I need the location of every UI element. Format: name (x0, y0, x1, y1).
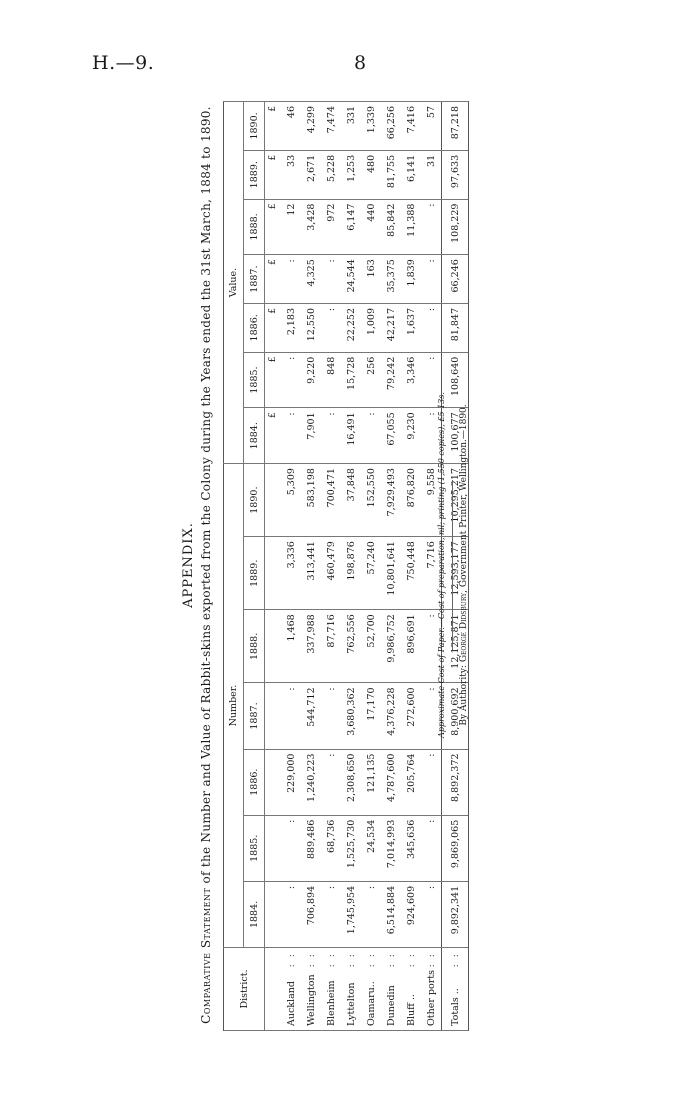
blank-cell (265, 881, 282, 947)
value-cell: 848 (321, 352, 341, 408)
number-cell: 121,135 (361, 749, 381, 815)
value-cell: : (281, 255, 301, 304)
value-cell: : (421, 352, 442, 408)
leader-dots: : : (365, 952, 377, 968)
printer-name: George Didsbury, (459, 590, 469, 663)
page-code: H.—9. (92, 52, 155, 74)
value-cell: 256 (361, 352, 381, 408)
number-cell: : (281, 683, 301, 749)
authority-prefix: By Authority: (459, 665, 469, 726)
number-cell: 272,600 (401, 683, 421, 749)
total-value-cell: 81,847 (442, 303, 469, 352)
blank-cell (265, 464, 282, 537)
number-cell: 3,336 (281, 537, 301, 610)
leader-dots: : : (345, 952, 357, 968)
number-cell: 37,848 (341, 464, 361, 537)
value-cell: : (421, 255, 442, 304)
number-cell: 700,471 (321, 464, 341, 537)
number-cell: 198,876 (341, 537, 361, 610)
value-cell: 4,325 (301, 255, 321, 304)
number-cell: 3,680,362 (341, 683, 361, 749)
number-cell: 896,691 (401, 610, 421, 683)
currency-row (265, 102, 282, 1031)
value-year-header: 1885. (244, 352, 265, 408)
value-cell: 6,141 (401, 150, 421, 199)
number-cell: 7,929,493 (381, 464, 401, 537)
total-number-cell: 8,892,372 (442, 749, 469, 815)
number-cell: 4,376,228 (381, 683, 401, 749)
number-cell: 57,240 (361, 537, 381, 610)
value-header: Value. (224, 102, 244, 464)
total-number-cell: 10,295,217 (442, 464, 469, 537)
table-row (361, 102, 381, 1031)
value-cell: 3,346 (401, 352, 421, 408)
number-year-header: 1888. (244, 610, 265, 683)
district-name: Dunedin (385, 985, 397, 1026)
value-cell: 12,550 (301, 303, 321, 352)
leader-dots: : : (385, 952, 397, 968)
number-cell: 152,550 (361, 464, 381, 537)
number-cell: 1,240,223 (301, 749, 321, 815)
value-cell: 1,637 (401, 303, 421, 352)
total-value-cell: 108,229 (442, 199, 469, 255)
value-cell: : (421, 408, 442, 464)
number-cell: 762,556 (341, 610, 361, 683)
number-cell: 4,787,600 (381, 749, 401, 815)
number-cell: : (421, 749, 442, 815)
district-cell (321, 948, 341, 1031)
value-cell: : (361, 408, 381, 464)
rabbit-skins-table (223, 101, 469, 1031)
value-cell: 1,839 (401, 255, 421, 304)
number-cell: 5,309 (281, 464, 301, 537)
total-number-cell: 12,593,177 (442, 537, 469, 610)
value-cell: 24,544 (341, 255, 361, 304)
total-number-cell: 12,125,871 (442, 610, 469, 683)
value-cell: 22,252 (341, 303, 361, 352)
table-row (301, 102, 321, 1031)
number-cell: 313,441 (301, 537, 321, 610)
appendix-subtitle (199, 85, 213, 1045)
total-value-cell: 87,218 (442, 102, 469, 151)
value-cell: 9,220 (301, 352, 321, 408)
value-year-header: 1889. (244, 150, 265, 199)
number-cell: 10,801,641 (381, 537, 401, 610)
number-cell: : (421, 683, 442, 749)
value-cell: 440 (361, 199, 381, 255)
value-cell: 5,228 (321, 150, 341, 199)
total-value-cell: 108,640 (442, 352, 469, 408)
number-cell: 1,468 (281, 610, 301, 683)
blank-cell (265, 537, 282, 610)
number-cell: 345,636 (401, 815, 421, 881)
number-cell: 7,014,993 (381, 815, 401, 881)
totals-label: Totals .. (449, 988, 461, 1026)
value-year-header: 1884. (244, 408, 265, 464)
currency-cell: £ (265, 199, 282, 255)
number-cell: : (281, 881, 301, 947)
number-cell: 1,745,954 (341, 881, 361, 947)
number-cell: 2,308,650 (341, 749, 361, 815)
leader-dots: : : (305, 952, 317, 968)
district-cell (401, 948, 421, 1031)
table-row (401, 102, 421, 1031)
value-year-header: 1888. (244, 199, 265, 255)
value-cell: 81,755 (381, 150, 401, 199)
value-cell: 35,375 (381, 255, 401, 304)
value-cell: 1,339 (361, 102, 381, 151)
value-cell: : (421, 303, 442, 352)
number-cell: 750,448 (401, 537, 421, 610)
number-cell: 9,558 (421, 464, 442, 537)
currency-cell: £ (265, 102, 282, 151)
blank-cell (265, 749, 282, 815)
total-number-cell: 9,892,341 (442, 881, 469, 947)
currency-cell: £ (265, 408, 282, 464)
value-cell: 7,901 (301, 408, 321, 464)
district-cell (301, 948, 321, 1031)
district-name: Other ports (425, 970, 437, 1026)
currency-cell: £ (265, 150, 282, 199)
value-cell: 31 (421, 150, 442, 199)
currency-cell: £ (265, 303, 282, 352)
subtitle-smallcaps: Comparative Statement (199, 887, 213, 1024)
leader-dots: : : (285, 952, 297, 968)
value-cell: 79,242 (381, 352, 401, 408)
value-cell: 331 (341, 102, 361, 151)
currency-cell: £ (265, 255, 282, 304)
number-cell: 7,716 (421, 537, 442, 610)
number-cell: 876,820 (401, 464, 421, 537)
value-cell: 85,842 (381, 199, 401, 255)
district-cell (341, 948, 361, 1031)
blank-cell (265, 683, 282, 749)
table-row (321, 102, 341, 1031)
value-cell: 3,428 (301, 199, 321, 255)
value-cell: 163 (361, 255, 381, 304)
district-name: Wellington (305, 974, 317, 1026)
value-cell: 12 (281, 199, 301, 255)
value-cell: : (321, 408, 341, 464)
value-cell: 480 (361, 150, 381, 199)
value-cell: 2,671 (301, 150, 321, 199)
value-cell: 9,230 (401, 408, 421, 464)
district-header: District. (224, 948, 265, 1031)
number-cell: : (421, 881, 442, 947)
value-cell: 15,728 (341, 352, 361, 408)
value-cell: : (321, 303, 341, 352)
number-cell: 706,894 (301, 881, 321, 947)
number-cell: 337,988 (301, 610, 321, 683)
cost-footnote: Approximate Cost of Paper.—Cost of preparation, nil; printing (1,550 copies), £5 13s. (437, 392, 446, 738)
value-cell: 6,147 (341, 199, 361, 255)
value-cell: : (321, 255, 341, 304)
number-year-header: 1890. (244, 464, 265, 537)
number-cell: 460,479 (321, 537, 341, 610)
value-cell: : (421, 199, 442, 255)
district-cell (361, 948, 381, 1031)
value-cell: 1,253 (341, 150, 361, 199)
leader-dots: : : (449, 952, 461, 968)
value-cell: 42,217 (381, 303, 401, 352)
number-cell: 68,736 (321, 815, 341, 881)
page-number: 8 (354, 52, 367, 74)
number-cell: 87,716 (321, 610, 341, 683)
year-header-row (244, 102, 265, 1031)
leader-dots: : : (325, 952, 337, 968)
value-cell: 11,388 (401, 199, 421, 255)
appendix-panel (165, 85, 495, 1045)
district-name: Oamaru.. (365, 981, 377, 1026)
value-cell: 66,256 (381, 102, 401, 151)
value-cell: 16,491 (341, 408, 361, 464)
total-value-cell: 66,246 (442, 255, 469, 304)
value-cell: 67,055 (381, 408, 401, 464)
value-cell: 33 (281, 150, 301, 199)
value-cell: 7,416 (401, 102, 421, 151)
subtitle-rest: of the Number and Value of Rabbit-skins exported from the Colony during the Years ended the 31st March, 1884 to 1890. (199, 106, 213, 884)
blank-cell (265, 948, 282, 1031)
number-cell: : (321, 881, 341, 947)
number-cell: 52,700 (361, 610, 381, 683)
number-year-header: 1889. (244, 537, 265, 610)
authority-rule (452, 480, 453, 650)
number-cell: : (421, 815, 442, 881)
blank-cell (265, 610, 282, 683)
blank-cell (265, 815, 282, 881)
number-cell: 229,000 (281, 749, 301, 815)
number-cell: 17,170 (361, 683, 381, 749)
value-cell: : (281, 408, 301, 464)
leader-dots: : : (425, 952, 437, 968)
district-cell (281, 948, 301, 1031)
authority-suffix: Government Printer, Wellington.—1890. (459, 404, 469, 588)
value-cell: 57 (421, 102, 442, 151)
number-year-header: 1885. (244, 815, 265, 881)
number-cell: 6,514,884 (381, 881, 401, 947)
district-name: Blenheim (325, 980, 337, 1026)
table-row (281, 102, 301, 1031)
number-year-header: 1886. (244, 749, 265, 815)
number-cell: 205,764 (401, 749, 421, 815)
number-cell: 924,609 (401, 881, 421, 947)
total-number-cell: 9,869,065 (442, 815, 469, 881)
leader-dots: : : (405, 952, 417, 968)
total-number-cell: 8,900,692 (442, 683, 469, 749)
number-cell: 544,712 (301, 683, 321, 749)
number-year-header: 1884. (244, 881, 265, 947)
appendix-title: APPENDIX. (181, 522, 196, 608)
number-cell: : (321, 749, 341, 815)
value-year-header: 1887. (244, 255, 265, 304)
district-name: Bluff .. (405, 994, 417, 1026)
table-row (341, 102, 361, 1031)
authority-line (459, 85, 469, 1045)
number-cell: 583,198 (301, 464, 321, 537)
number-cell: 889,486 (301, 815, 321, 881)
value-cell: 1,009 (361, 303, 381, 352)
number-cell: : (421, 610, 442, 683)
value-cell: 4,299 (301, 102, 321, 151)
district-name: Auckland (285, 981, 297, 1026)
number-year-header: 1887. (244, 683, 265, 749)
number-cell: : (361, 881, 381, 947)
district-cell (381, 948, 401, 1031)
total-value-cell: 97,633 (442, 150, 469, 199)
total-value-cell: 100,677 (442, 408, 469, 464)
table-row (381, 102, 401, 1031)
value-cell: 972 (321, 199, 341, 255)
value-year-header: 1890. (244, 102, 265, 151)
number-cell: 9,986,752 (381, 610, 401, 683)
number-cell: : (321, 683, 341, 749)
value-cell: 2,183 (281, 303, 301, 352)
currency-cell: £ (265, 352, 282, 408)
value-cell: : (281, 352, 301, 408)
value-cell: 46 (281, 102, 301, 151)
number-cell: 24,534 (361, 815, 381, 881)
number-cell: : (281, 815, 301, 881)
value-cell: 7,474 (321, 102, 341, 151)
number-header: Number. (224, 464, 244, 948)
value-year-header: 1886. (244, 303, 265, 352)
district-name: Lyttelton (345, 982, 357, 1026)
number-cell: 1,525,730 (341, 815, 361, 881)
